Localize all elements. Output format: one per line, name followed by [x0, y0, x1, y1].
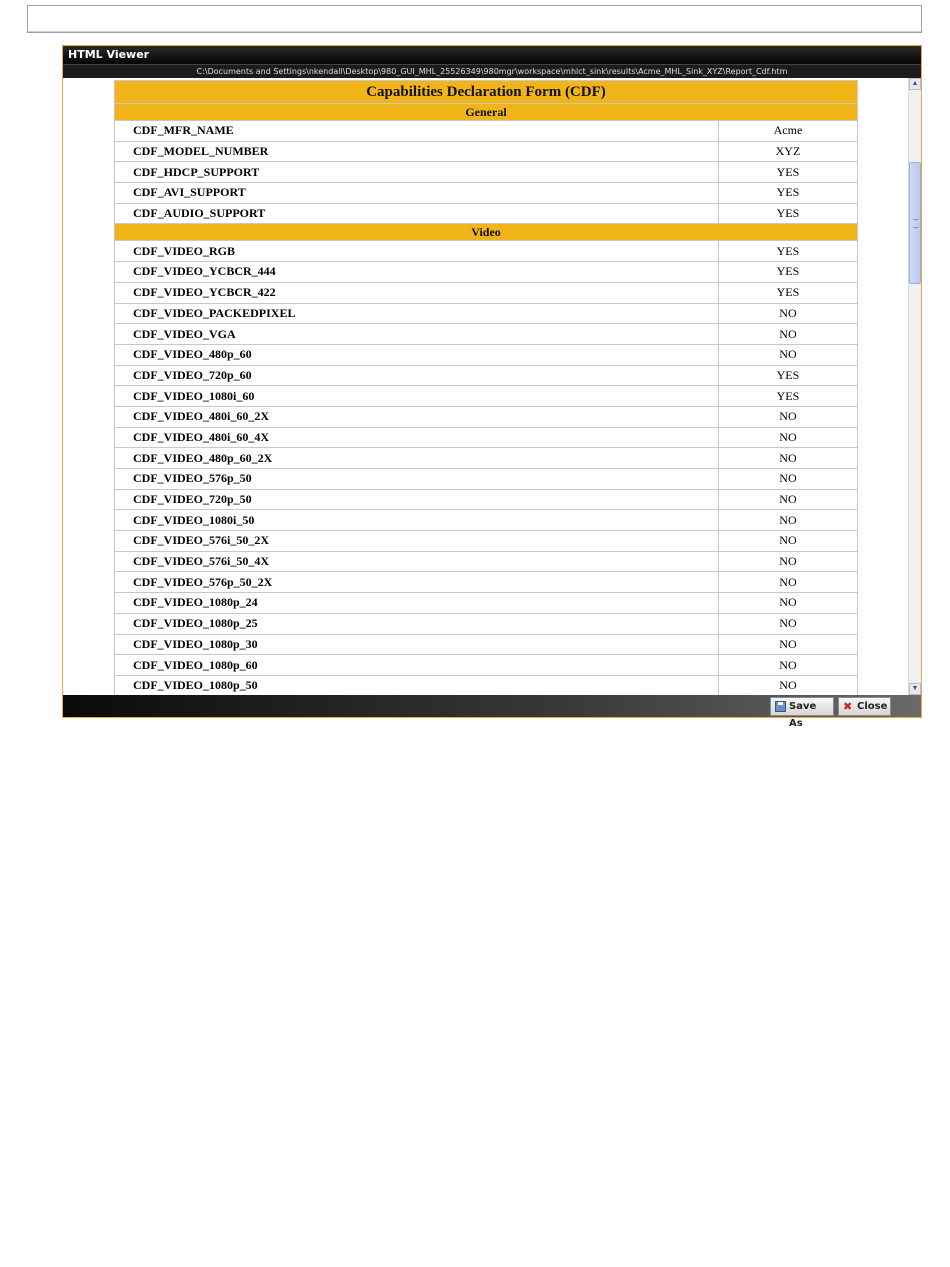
- cdf-value: NO: [718, 469, 857, 490]
- table-row: [115, 162, 858, 183]
- cdf-value: XYZ: [718, 141, 857, 162]
- cdf-key: CDF_VIDEO_1080p_25: [115, 613, 719, 634]
- table-row: [115, 141, 858, 162]
- table-row: [115, 655, 858, 676]
- cdf-value: Acme: [718, 121, 857, 142]
- file-path: C:\Documents and Settings\nkendall\Desktop\980_GUI_MHL_25526349\980mgr\workspace\mhlct_sink\results\Acme_MHL_Sink_XYZ\Report_Cdf.htm: [63, 64, 921, 79]
- cdf-key: CDF_VIDEO_YCBCR_444: [115, 262, 719, 283]
- html-viewer-window: [62, 45, 922, 729]
- scroll-down-button[interactable]: ▼: [909, 683, 921, 695]
- table-row: [115, 489, 858, 510]
- scroll-thumb[interactable]: [909, 162, 921, 284]
- cdf-value: YES: [718, 365, 857, 386]
- table-row: [115, 613, 858, 634]
- cdf-value: YES: [718, 262, 857, 283]
- cdf-key: CDF_VIDEO_1080i_60: [115, 386, 719, 407]
- cdf-key: CDF_AUDIO_SUPPORT: [115, 203, 719, 224]
- cdf-value: NO: [718, 324, 857, 345]
- bottom-toolbar: [63, 695, 921, 729]
- cdf-key: CDF_VIDEO_720p_50: [115, 489, 719, 510]
- close-button[interactable]: [838, 697, 891, 716]
- cdf-value: NO: [718, 448, 857, 469]
- cdf-key: CDF_VIDEO_1080i_50: [115, 510, 719, 531]
- table-row: [115, 324, 858, 345]
- table-row: [115, 634, 858, 655]
- save-as-label: Save As: [789, 701, 817, 729]
- cdf-key: CDF_VIDEO_VGA: [115, 324, 719, 345]
- section-header-video: Video: [115, 224, 858, 241]
- top-input-bar: [27, 5, 922, 33]
- cdf-key: CDF_HDCP_SUPPORT: [115, 162, 719, 183]
- section-header-general: General: [115, 104, 858, 121]
- cdf-value: YES: [718, 386, 857, 407]
- floppy-disk-icon: [775, 701, 786, 712]
- cdf-value: NO: [718, 489, 857, 510]
- vertical-scrollbar[interactable]: [908, 78, 921, 695]
- cdf-value: NO: [718, 510, 857, 531]
- cdf-key: CDF_AVI_SUPPORT: [115, 183, 719, 204]
- cdf-key: CDF_VIDEO_1080p_60: [115, 655, 719, 676]
- cdf-key: CDF_VIDEO_1080p_30: [115, 634, 719, 655]
- close-label: Close: [857, 701, 888, 712]
- table-row: [115, 282, 858, 303]
- table-row: [115, 262, 858, 283]
- cdf-value: YES: [718, 162, 857, 183]
- cdf-key: CDF_MFR_NAME: [115, 121, 719, 142]
- cdf-key: CDF_VIDEO_1080p_24: [115, 593, 719, 614]
- table-row: [115, 406, 858, 427]
- cdf-value: NO: [718, 593, 857, 614]
- cdf-value: NO: [718, 303, 857, 324]
- cdf-key: CDF_VIDEO_480i_60_4X: [115, 427, 719, 448]
- cdf-key: CDF_MODEL_NUMBER: [115, 141, 719, 162]
- cdf-key: CDF_VIDEO_1080p_50: [115, 675, 719, 695]
- table-row: [115, 386, 858, 407]
- cdf-key: CDF_VIDEO_PACKEDPIXEL: [115, 303, 719, 324]
- scroll-up-button[interactable]: ▲: [909, 78, 921, 90]
- table-row: [115, 531, 858, 552]
- cdf-value: YES: [718, 183, 857, 204]
- cdf-value: NO: [718, 551, 857, 572]
- table-row: [115, 469, 858, 490]
- cdf-value: NO: [718, 675, 857, 695]
- table-row: [115, 572, 858, 593]
- report-title: Capabilities Declaration Form (CDF): [115, 81, 858, 104]
- cdf-key: CDF_VIDEO_YCBCR_422: [115, 282, 719, 303]
- cdf-key: CDF_VIDEO_480p_60: [115, 344, 719, 365]
- cdf-value: NO: [718, 531, 857, 552]
- report-content[interactable]: [63, 78, 908, 695]
- cdf-value: YES: [718, 203, 857, 224]
- cdf-key: CDF_VIDEO_576i_50_4X: [115, 551, 719, 572]
- cdf-value: YES: [718, 241, 857, 262]
- cdf-key: CDF_VIDEO_576i_50_2X: [115, 531, 719, 552]
- table-row: [115, 675, 858, 695]
- grip-icon: [913, 219, 918, 228]
- cdf-key: CDF_VIDEO_720p_60: [115, 365, 719, 386]
- table-row: [115, 203, 858, 224]
- cdf-key: CDF_VIDEO_576p_50: [115, 469, 719, 490]
- table-row: [115, 448, 858, 469]
- cdf-key: CDF_VIDEO_480i_60_2X: [115, 406, 719, 427]
- close-icon: ✖: [843, 700, 853, 713]
- cdf-value: NO: [718, 572, 857, 593]
- save-as-button[interactable]: [770, 697, 834, 729]
- table-row: [115, 427, 858, 448]
- table-row: [115, 183, 858, 204]
- table-row: [115, 510, 858, 531]
- table-row: [115, 365, 858, 386]
- cdf-value: YES: [718, 282, 857, 303]
- cdf-value: NO: [718, 634, 857, 655]
- table-row: [115, 121, 858, 142]
- cdf-value: NO: [718, 427, 857, 448]
- window-title: HTML Viewer: [63, 46, 921, 64]
- table-row: [115, 344, 858, 365]
- cdf-value: NO: [718, 655, 857, 676]
- table-row: [115, 241, 858, 262]
- table-row: [115, 303, 858, 324]
- cdf-table: [114, 80, 858, 695]
- cdf-value: NO: [718, 613, 857, 634]
- cdf-key: CDF_VIDEO_RGB: [115, 241, 719, 262]
- cdf-value: NO: [718, 406, 857, 427]
- cdf-key: CDF_VIDEO_480p_60_2X: [115, 448, 719, 469]
- table-row: [115, 593, 858, 614]
- cdf-value: NO: [718, 344, 857, 365]
- cdf-key: CDF_VIDEO_576p_50_2X: [115, 572, 719, 593]
- table-row: [115, 551, 858, 572]
